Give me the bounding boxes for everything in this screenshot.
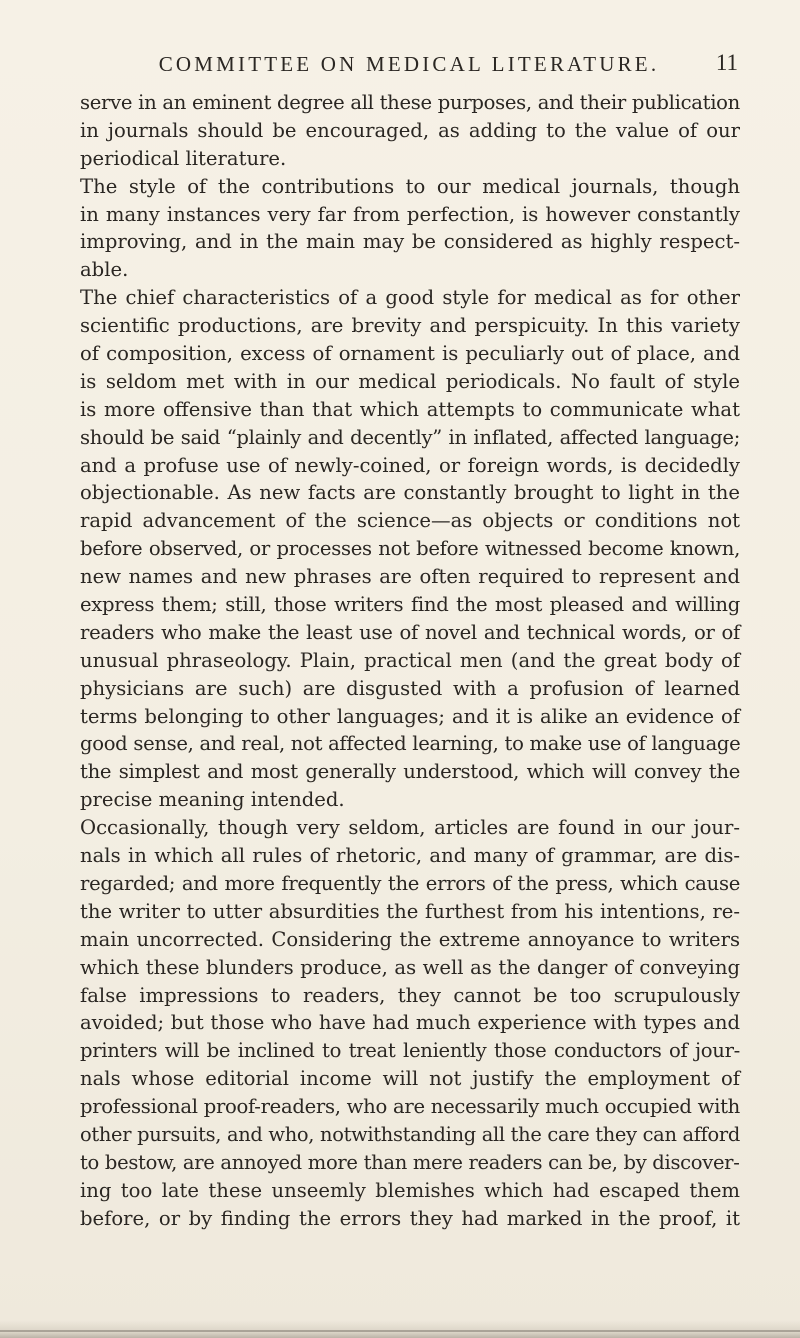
text-line: professional proof-readers, who are necessarily much occupied with [80, 1095, 740, 1119]
text-line: regarded; and more frequently the errors of the press, which cause [80, 871, 740, 895]
text-line: new names and new phrases are often required to represent and [80, 565, 740, 589]
text-line: improving, and in the main may be considered as highly respect- [80, 230, 740, 254]
text-line: before, or by finding the errors they had marked in the proof, it [80, 1206, 740, 1230]
page-number: 11 [715, 50, 738, 75]
text-line: The style of the contributions to our medical journals, though [80, 174, 740, 198]
text-line: before observed, or processes not before witnessed become known, [80, 537, 740, 561]
text-line: physicians are such) are disgusted with a profusion of learned [80, 676, 740, 700]
page-bottom-shadow [0, 1320, 800, 1338]
text-line: able. [80, 258, 129, 282]
body-text [80, 89, 740, 1233]
text-line: main uncorrected. Considering the extreme annoyance to writers [80, 927, 740, 951]
text-line: readers who make the least use of novel and technical words, or of [80, 620, 740, 644]
text-line: precise meaning intended. [80, 788, 345, 812]
text-line: periodical literature. [80, 146, 287, 170]
text-line: other pursuits, and who, notwithstanding all the care they can afford [80, 1122, 740, 1146]
text-line: rapid advancement of the science—as objects or conditions not [80, 509, 740, 533]
text-line: false impressions to readers, they cannot be too scrupulously [80, 983, 740, 1007]
text-line: avoided; but those who have had much experience with types and [80, 1011, 740, 1035]
text-line: should be said “plainly and decently” in inflated, affected language; [80, 425, 740, 449]
text-line: is more offensive than that which attempts to communicate what [80, 397, 740, 421]
text-line: terms belonging to other languages; and it is alike an evidence of [80, 704, 740, 728]
text-line: printers will be inclined to treat leniently those conductors of jour- [80, 1039, 740, 1063]
text-line: scientific productions, are brevity and perspicuity. In this variety [80, 314, 740, 338]
text-line: express them; still, those writers find the most pleased and willing [80, 593, 740, 617]
text-line: good sense, and real, not affected learning, to make use of language [80, 732, 741, 756]
text-line: is seldom met with in our medical periodicals. No fault of style [80, 369, 740, 393]
text-line: in journals should be encouraged, as adding to the value of our [80, 118, 740, 142]
text-line: the simplest and most generally understood, which will convey the [80, 760, 740, 784]
text-line: nals in which all rules of rhetoric, and many of grammar, are dis- [80, 844, 740, 868]
running-head [80, 52, 738, 82]
text-line: serve in an eminent degree all these purposes, and their publication [80, 91, 740, 114]
text-line: unusual phraseology. Plain, practical men (and the great body of [80, 648, 740, 672]
text-line: Occasionally, though very seldom, articles are found in our jour- [80, 816, 740, 840]
text-line: ing too late these unseemly blemishes which had escaped them [80, 1178, 740, 1202]
text-line: which these blunders produce, as well as the danger of conveying [80, 955, 740, 979]
text-line: nals whose editorial income will not justify the employment of [80, 1067, 740, 1091]
text-line: The chief characteristics of a good style for medical as for other [80, 286, 740, 310]
text-line: and a profuse use of newly-coined, or foreign words, is decidedly [80, 453, 740, 477]
text-line: the writer to utter absurdities the furthest from his intentions, re- [80, 899, 740, 923]
text-line: of composition, excess of ornament is peculiarly out of place, and [80, 342, 740, 366]
running-title: COMMITTEE ON MEDICAL LITERATURE. [158, 52, 660, 76]
text-line: in many instances very far from perfection, is however constantly [80, 202, 740, 226]
text-line: objectionable. As new facts are constantly brought to light in the [80, 481, 740, 505]
text-line: to bestow, are annoyed more than mere readers can be, by discover- [80, 1150, 740, 1174]
